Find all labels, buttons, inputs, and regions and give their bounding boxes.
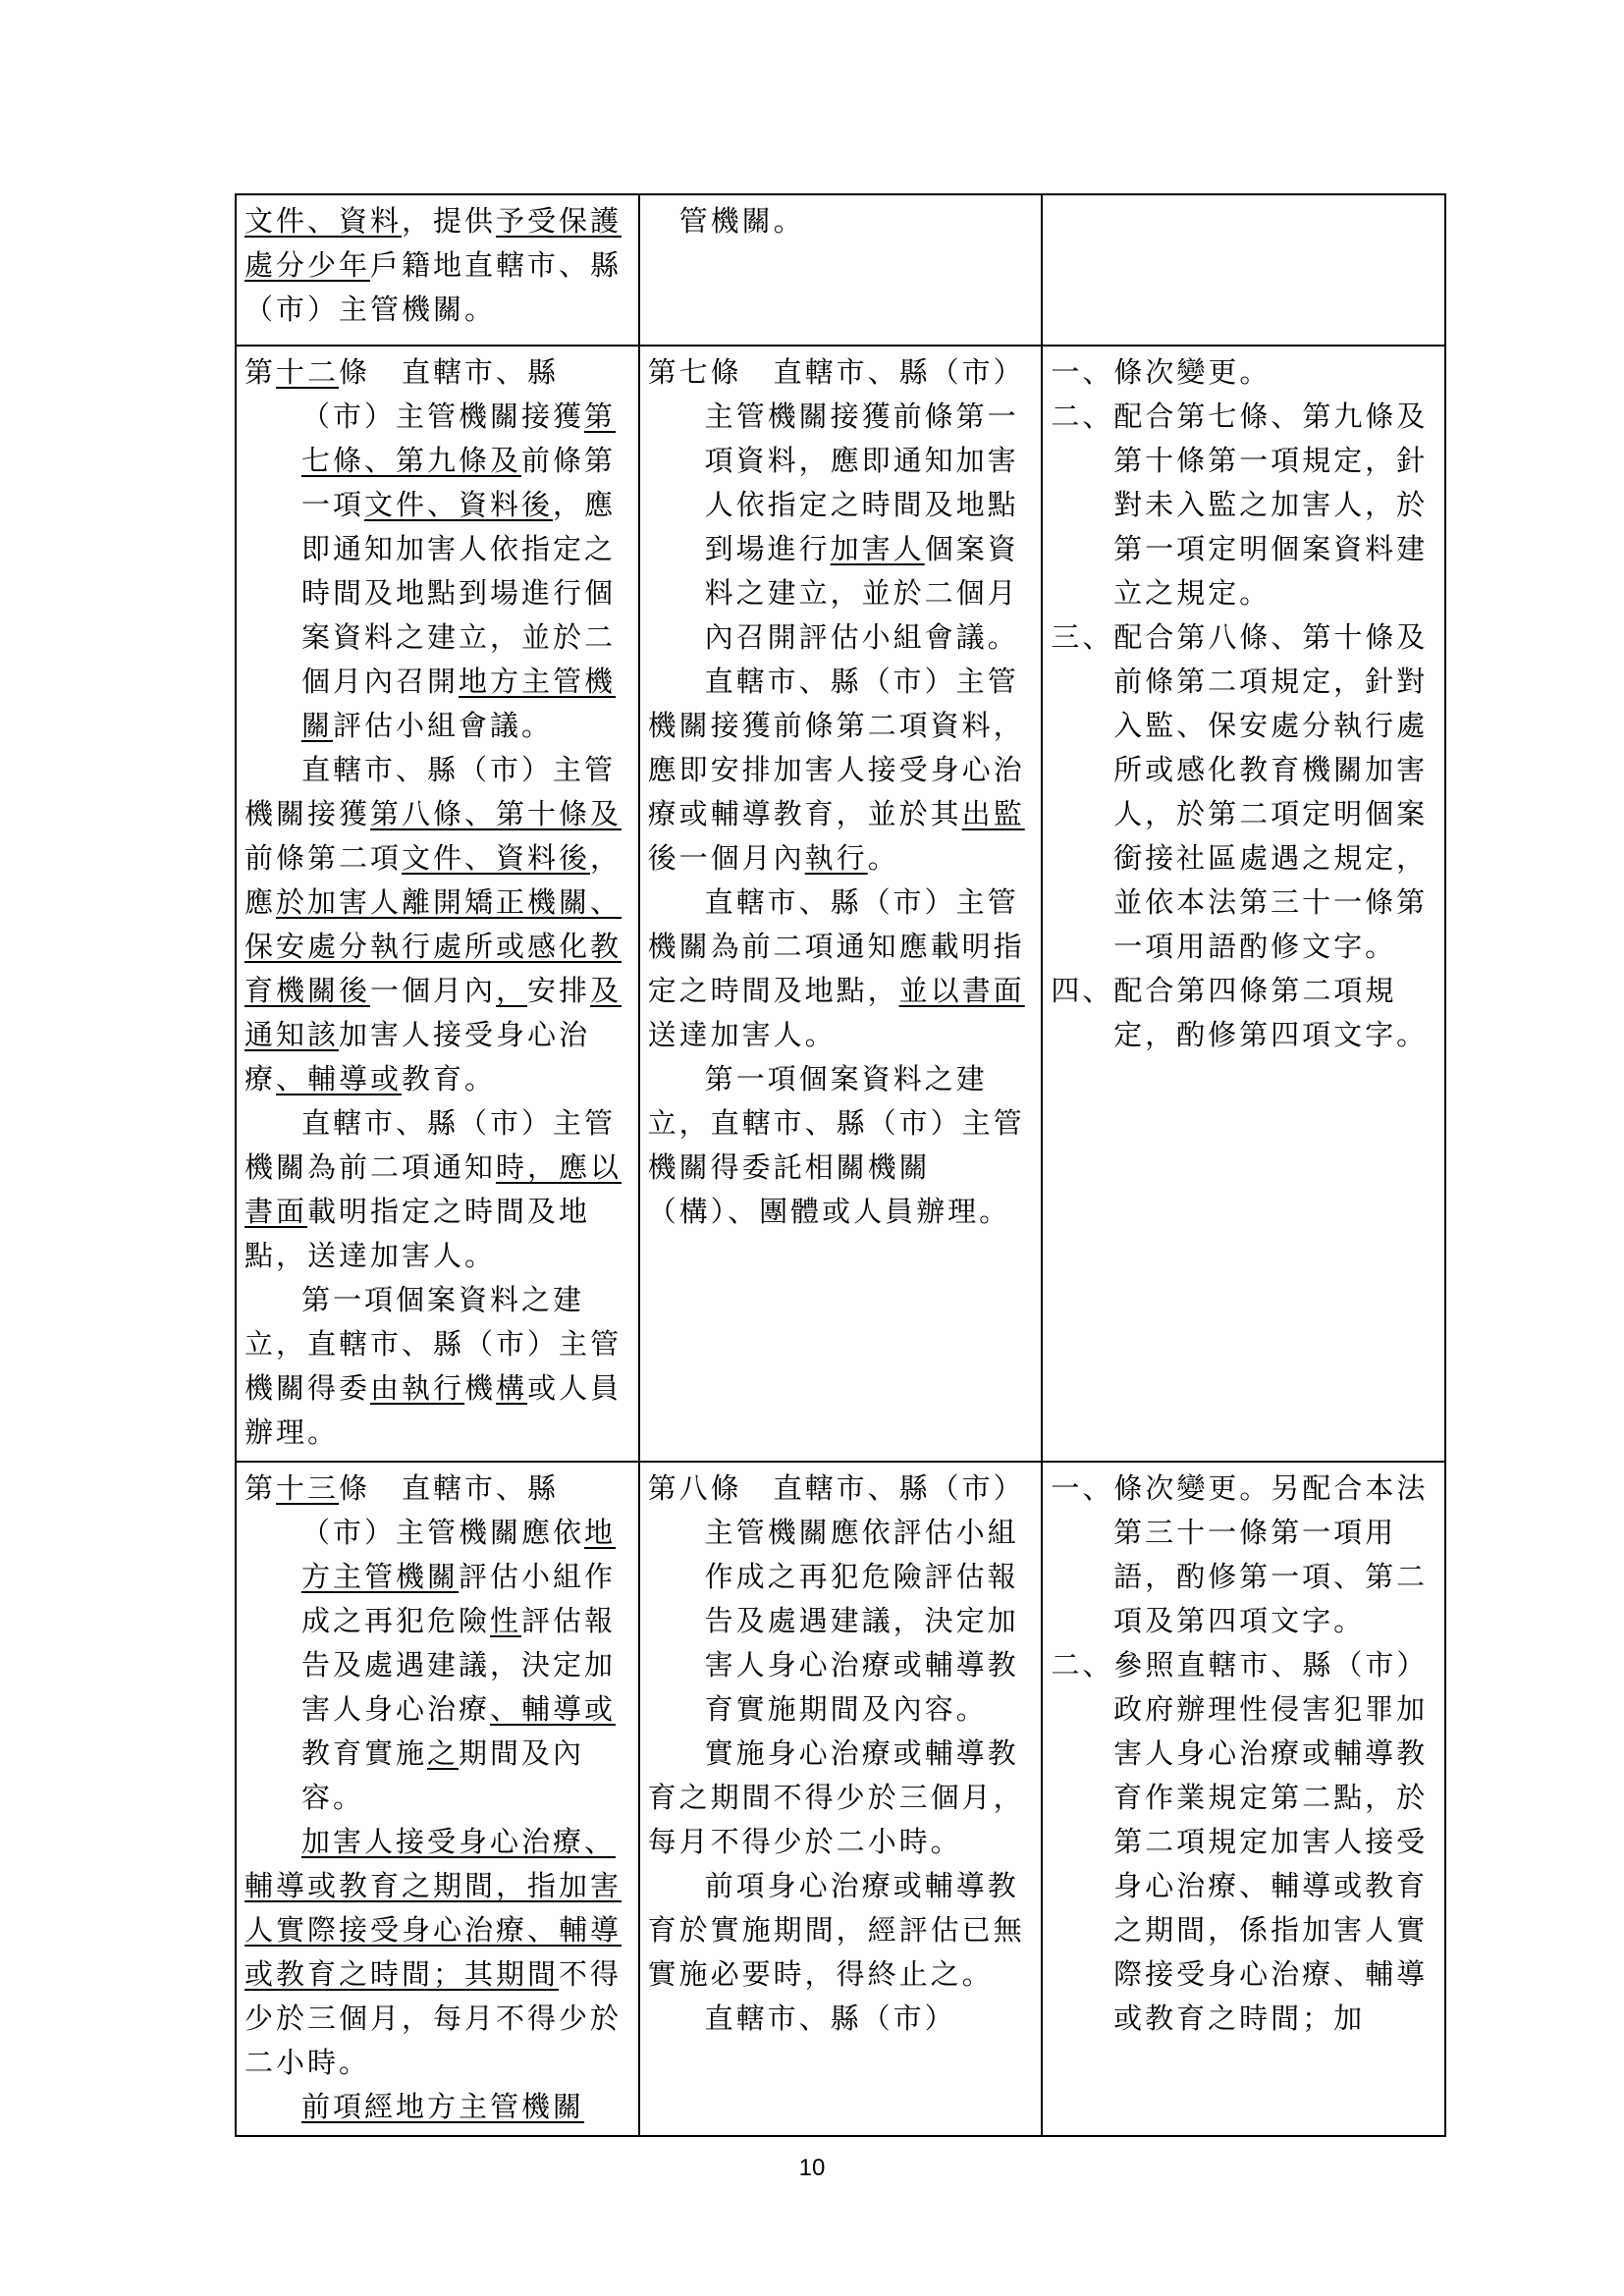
text-run: 第 <box>244 355 277 389</box>
text-run: 加害人接受身心治療 <box>244 1018 591 1095</box>
comparison-table <box>235 193 1446 2137</box>
amended-text-underlined: 性 <box>490 1604 522 1637</box>
paragraph <box>244 199 632 332</box>
amended-text-underlined: 地方主管機關 <box>301 665 617 742</box>
amended-text-underlined: 執行 <box>804 841 868 875</box>
paragraph <box>1051 1643 1438 2041</box>
text-run: 送達加害人。 <box>647 1018 837 1051</box>
text-run: 。 <box>867 841 899 875</box>
text-run: 機 <box>464 1371 497 1405</box>
text-run: 期間及內容。 <box>301 1736 585 1814</box>
paragraph <box>1051 1467 1438 1643</box>
paragraph <box>648 881 1036 1057</box>
paragraph <box>244 1820 632 2085</box>
text-run: 前條第一項 <box>301 444 617 521</box>
text-run: 評估報告及處遇建議，決定加害人身心治療 <box>301 1604 617 1726</box>
amended-text-underlined: 第八條、第十條及 <box>370 797 623 830</box>
text-run: 教育實施 <box>301 1736 428 1770</box>
amended-text-underlined: 加害人 <box>830 532 925 565</box>
table-row <box>236 1462 1445 2136</box>
text-run: ，應 <box>244 841 623 919</box>
text-run: 或人員辦理。 <box>244 1371 623 1449</box>
text-run: 直轄市、縣（市）主管機關為前二項通知 <box>244 1106 617 1184</box>
explanation-cell <box>1042 346 1445 1462</box>
amended-text-underlined: 並以書面 <box>898 974 1025 1007</box>
amended-text-underlined: 文件、資料 <box>244 204 403 238</box>
amended-text-underlined: 加害人接受身心治療、輔導或教育之期間，指加害人實際接受身心治療、輔導或教育之時間；其期間 <box>244 1825 623 1991</box>
paragraph <box>648 350 1036 660</box>
amended-text-underlined: 以書面 <box>244 1150 623 1228</box>
paragraph <box>244 2085 632 2129</box>
amended-text-underlined: 文件、資料後 <box>364 488 554 521</box>
text-run: 前條第二項 <box>244 841 403 875</box>
text-run: 個案資料之建立，並於二個月內召開評估小組會議。 <box>704 532 1019 654</box>
amended-text-underlined: 前項經地方主管機關 <box>301 2090 585 2123</box>
amended-text-underlined: ， <box>496 974 528 1007</box>
current-text-cell <box>639 194 1043 346</box>
paragraph <box>648 1732 1036 1864</box>
amended-text-underlined: 執行 <box>402 1371 465 1405</box>
amended-text-underlined: 第七條、第九條及 <box>301 400 617 477</box>
text-run: ，應即通知加害人依指定之時間及地點到場進行個案資料之建立，並於二個月內召開 <box>301 488 617 698</box>
text-run: 直轄市、縣（市）主管機關為前二項通知應載明指定之時間及地點， <box>647 885 1025 1007</box>
text-run: 直轄市、縣（市）主管機關接獲前條第二項資料，應即安排加害人接受身心治療或輔導教育，並於其 <box>647 665 1025 830</box>
text-run: 一、條次變更。另配合本法第三十一條第一項用語，酌修第一項、第二項及第四項文字。 <box>1051 1471 1429 1637</box>
text-run: 管機關。 <box>647 204 805 238</box>
amended-text-underlined: 、輔導或 <box>276 1062 403 1095</box>
text-run: ，提供 <box>402 204 497 238</box>
table-row <box>236 194 1445 346</box>
table-row <box>236 346 1445 1462</box>
paragraph <box>648 1057 1036 1234</box>
amended-text-underlined: 由 <box>370 1371 403 1405</box>
amended-text-cell <box>236 1462 639 2136</box>
text-run: 第一項個案資料之建立，直轄市、縣（市）主管機關得委 <box>244 1283 623 1405</box>
page-number: 10 <box>798 2155 826 2181</box>
amended-text-cell <box>236 194 639 346</box>
text-run: 一個月內 <box>370 974 497 1007</box>
amended-text-underlined: 時，應 <box>496 1150 591 1184</box>
paragraph <box>244 1467 632 1820</box>
text-run: 二、參照直轄市、縣（市）政府辦理性侵害犯罪加害人身心治療或輔導教育作業規定第二點，於第二項規定加害人接受身心治療、輔導或教育之期間，係指加害人實際接受身心治療、輔導或教育之時間；加 <box>1051 1648 1429 2035</box>
text-run: 第七條 直轄市、縣（市）主管機關接獲前條第一項資料，應即通知加害人依指定之時間及地點到場進行 <box>647 355 1025 565</box>
text-run: 評估小組會議。 <box>333 709 554 742</box>
current-text-cell <box>639 1462 1043 2136</box>
text-run: 一、條次變更。 <box>1051 355 1272 389</box>
explanation-cell <box>1042 194 1445 346</box>
paragraph <box>244 1278 632 1455</box>
text-run: 前項身心治療或輔導教育於實施期間，經評估已無實施必要時，得終止之。 <box>647 1869 1025 1991</box>
text-run: 實施身心治療或輔導教育之期間不得少於三個月，每月不得少於二小時。 <box>647 1736 1025 1858</box>
text-run: 條 直轄市、縣（市）主管機關應依 <box>301 1471 585 1549</box>
amended-text-underlined: 、輔導或 <box>490 1692 617 1726</box>
paragraph <box>1051 615 1438 969</box>
amended-text-cell <box>236 346 639 1462</box>
text-run: 條 直轄市、縣（市）主管機關接獲 <box>301 355 585 433</box>
paragraph <box>648 1864 1036 1997</box>
text-run: 評估小組作成之再犯危險 <box>301 1560 617 1637</box>
text-run: 三、配合第八條、第十條及前條第二項規定，針對入監、保安處分執行處所或感化教育機關加害人，於第二項定明個案銜接社區處遇之規定，並依本法第三十一條第一項用語酌修文字。 <box>1051 620 1429 963</box>
amended-text-underlined: 十三 <box>276 1471 340 1505</box>
amended-text-underlined: 文件、資料後 <box>402 841 591 875</box>
paragraph <box>1051 350 1438 395</box>
text-run: 戶籍地直轄市、縣（市）主管機關。 <box>244 248 623 326</box>
paragraph <box>244 350 632 748</box>
amended-text-underlined: 出監 <box>961 797 1025 830</box>
amended-text-underlined: 地方主管機關 <box>301 1516 617 1593</box>
paragraph <box>244 1101 632 1278</box>
explanation-cell <box>1042 1462 1445 2136</box>
text-run: 第一項個案資料之建立，直轄市、縣（市）主管機關得委託相關機關（構）、團體或人員辦理。 <box>647 1062 1025 1228</box>
amended-text-underlined: 之 <box>427 1736 460 1770</box>
text-run: 第 <box>244 1471 277 1505</box>
paragraph <box>648 1467 1036 1732</box>
paragraph <box>648 199 1036 243</box>
paragraph <box>648 1997 1036 2041</box>
text-run: 第八條 直轄市、縣（市）主管機關應依評估小組作成之再犯危險評估報告及處遇建議，決定加害人身心治療或輔導教育實施期間及內容。 <box>647 1471 1025 1726</box>
amended-text-underlined: 於加害人離開矯正機關、保安處分執行處所或感化教育機關後 <box>244 885 623 1007</box>
text-run: 不得少於三個月，每月不得少於二小時。 <box>244 1957 623 2079</box>
text-run: 後一個月內 <box>647 841 805 875</box>
paragraph <box>244 748 632 1101</box>
amended-text-underlined: 及通知該 <box>244 974 623 1051</box>
text-run: 載明指定之時間及地點，送達加害人。 <box>244 1195 591 1272</box>
table-body <box>236 194 1445 2136</box>
text-run: 教育。 <box>402 1062 497 1095</box>
amended-text-underlined: 十二 <box>276 355 340 389</box>
amended-text-underlined: 予受保護處分少年 <box>244 204 623 282</box>
amended-text-underlined: 構 <box>496 1371 528 1405</box>
paragraph <box>1051 969 1438 1057</box>
current-text-cell <box>639 346 1043 1462</box>
paragraph <box>648 660 1036 881</box>
paragraph <box>1051 395 1438 615</box>
text-run: 直轄市、縣（市） <box>704 2002 956 2035</box>
text-run: 四、配合第四條第二項規定，酌修第四項文字。 <box>1051 974 1429 1051</box>
text-run: 二、配合第七條、第九條及第十條第一項規定，針對未入監之加害人，於第一項定明個案資料建立之規定。 <box>1051 400 1429 610</box>
text-run: 安排 <box>527 974 591 1007</box>
text-run: 直轄市、縣（市）主管機關接獲 <box>244 753 617 830</box>
